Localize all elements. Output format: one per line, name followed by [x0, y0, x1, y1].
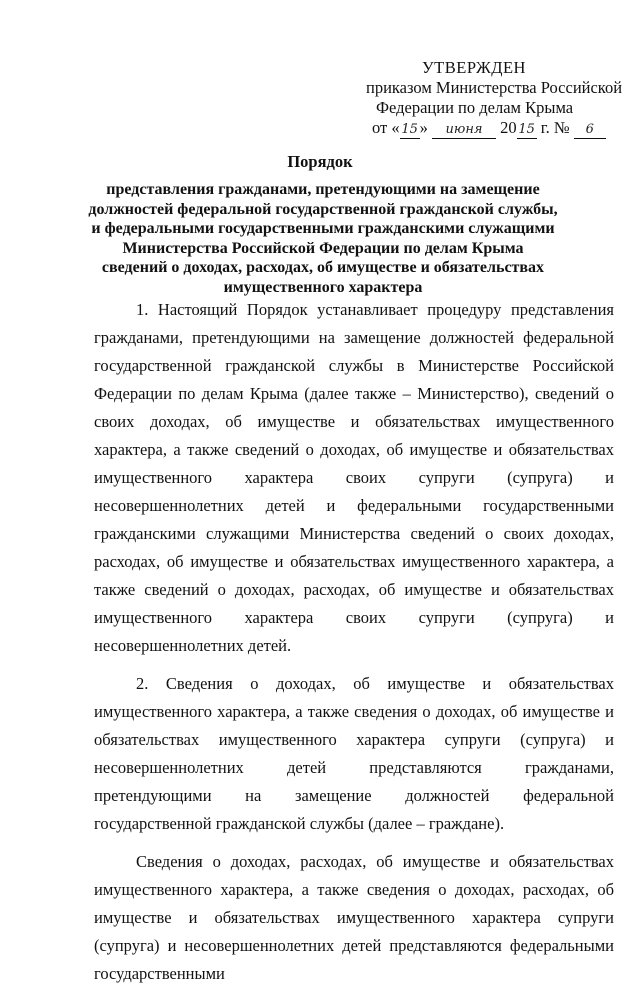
date-mid: » — [419, 118, 432, 137]
document-title: Порядок — [287, 152, 353, 171]
handwritten-day: 15 — [401, 122, 418, 137]
approval-stamp — [366, 58, 636, 139]
handwritten-month: июня — [432, 122, 496, 139]
year-suffix: г. № — [536, 118, 574, 137]
approval-date-line — [366, 118, 636, 139]
date-prefix: от « — [372, 118, 400, 137]
handwritten-number: 6 — [574, 122, 606, 139]
approval-order-line: приказом Министерства Российской — [366, 78, 623, 97]
paragraph-1: 1. Настоящий Порядок устанавливает процедуру представления гражданами, претендующими на замещение должностей федеральной государственной гражданской службы в Министерстве Российской Федерации по делам Крыма (далее также – Министерство), сведений о своих доходах, об имуществе и обязательствах имущественного характера, а также сведений о доходах, об имуществе и обязательствах имущественного характера своих супруги (супруга) и несовершеннолетних детей и федеральными государственными гражданскими служащими Министерства сведений о своих доходах, расходах, об имуществе и обязательствах имущественного характера, а также сведений о доходах, расходах, об имуществе и обязательствах имущественного характера своих супруги (супруга) и несовершеннолетних детей. — [94, 300, 614, 655]
approval-ministry-line: Федерации по делам Крыма — [376, 98, 574, 117]
paragraph-2: 2. Сведения о доходах, об имуществе и обязательствах имущественного характера, а также сведения о доходах, об имуществе и обязательствах имущественного характера супруги (супруга) и несовершеннолетних детей представляются гражданами, претендующими на замещение должностей федеральной государственной гражданской службы (далее – граждане). — [94, 674, 614, 833]
document-subtitle: представления гражданами, претендующими на замещение должностей федеральной государственной гражданской службы, и федеральными государственными гражданскими служащими Министерства Российской Федерации по делам Крыма сведений о доходах, расходах, об имуществе и обязательствах имущественного характера — [88, 181, 558, 296]
approval-heading: УТВЕРЖДЕН — [422, 58, 526, 77]
year-prefix: 20 — [496, 118, 517, 137]
paragraph-3: Сведения о доходах, расходах, об имуществе и обязательствах имущественного характера, а также сведения о доходах, расходах, об имуществе и обязательствах имущественного характера супруги (супруга) и несовершеннолетних детей представляются федеральными государственными — [94, 852, 614, 983]
document-body — [94, 296, 614, 998]
handwritten-year: 15 — [518, 122, 535, 137]
